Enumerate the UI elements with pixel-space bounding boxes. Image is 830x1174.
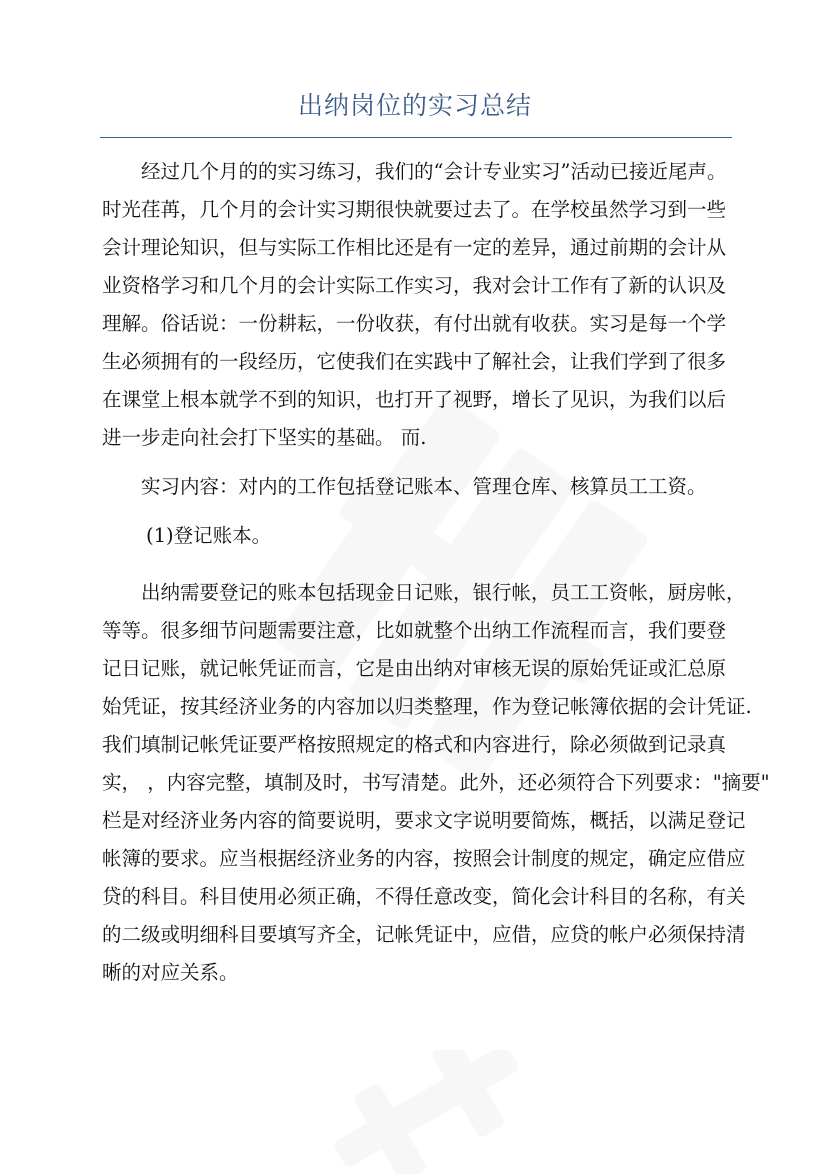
paragraph-line: 生必须拥有的一段经历，它使我们在实践中了解社会，让我们学到了很多 [102,350,727,373]
paragraph-line: 业资格学习和几个月的会计实际工作实习，我对会计工作有了新的认识及 [102,274,727,297]
paragraph-line: 栏是对经济业务内容的简要说明，要求文字说明要简炼，概括，以满足登记 [102,809,746,832]
paragraph-line: 晰的对应关系。 [102,961,239,984]
section-heading: (1)登记账本。 [146,524,272,547]
paragraph-line: 始凭证，按其经济业务的内容加以归类整理，作为登记帐簿依据的会计凭证. [102,695,752,718]
paragraph-line: 理解。俗话说：一份耕耘，一份收获，有付出就有收获。实习是每一个学 [102,312,727,335]
paragraph-line: 时光荏苒，几个月的会计实习期很快就要过去了。在学校虽然学习到一些 [102,198,727,221]
paragraph-line: 经过几个月的的实习练习，我们的“会计专业实习”活动已接近尾声。 [141,160,727,183]
paragraph-line: 会计理论知识，但与实际工作相比还是有一定的差异，通过前期的会计从 [102,236,727,259]
paragraph-line: 在课堂上根本就学不到的知识，也打开了视野，增长了见识，为我们以后 [102,388,727,411]
watermark-graphic-bottom [300,1050,560,1174]
paragraph-line: 我们填制记帐凭证要严格按照规定的格式和内容进行，除必须做到记录真 [102,733,727,756]
paragraph-line: 出纳需要登记的账本包括现金日记账，银行帐，员工工资帐，厨房帐， [141,581,746,604]
paragraph-line: 帐簿的要求。应当根据经济业务的内容，按照会计制度的规定，确定应借应 [102,847,746,870]
paragraph-line: 贷的科目。科目使用必须正确，不得任意改变，简化会计科目的名称，有关 [102,885,746,908]
paragraph-line: 的二级或明细科目要填写齐全，记帐凭证中，应借，应贷的帐户必须保持清 [102,923,746,946]
title-divider [100,137,732,138]
paragraph-line: 实， ，内容完整，填制及时，书写清楚。此外，还必须符合下列要求："摘要" [102,771,770,794]
paragraph-line: 等等。很多细节问题需要注意，比如就整个出纳工作流程而言，我们要登 [102,619,727,642]
paragraph-line: 记日记账，就记帐凭证而言，它是由出纳对审核无误的原始凭证或汇总原 [102,657,727,680]
section-intro-line: 实习内容：对内的工作包括登记账本、管理仓库、核算员工工资。 [141,475,707,498]
page-title: 出纳岗位的实习总结 [297,91,532,120]
paragraph-line: 进一步走向社会打下坚实的基础。 而. [102,426,427,449]
